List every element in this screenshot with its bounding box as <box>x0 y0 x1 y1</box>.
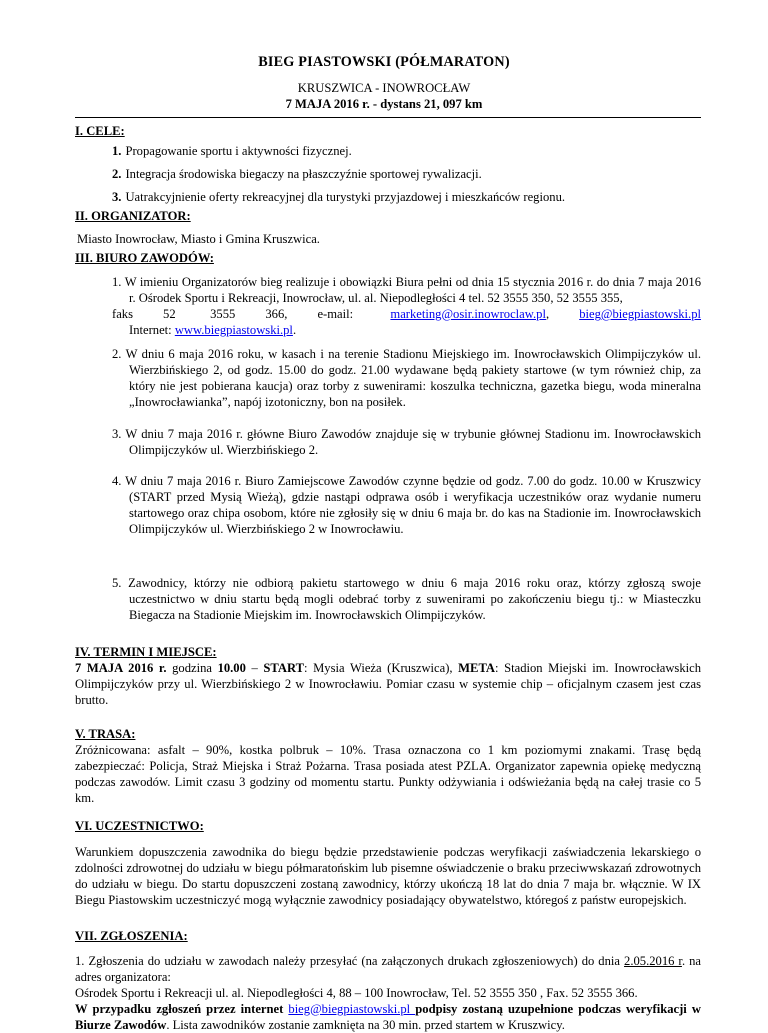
registration-deadline: 2.05.2016 r <box>624 954 682 968</box>
separator: . <box>292 323 297 337</box>
text-run: 1. Zgłoszenia do udziału w zawodach należy przesyłać (na załączonych drukach zgłoszeniowych) do dnia <box>75 954 625 968</box>
race-date: 7 MAJA 2016 r. <box>75 661 167 675</box>
website-link[interactable]: www.biegpiastowski.pl <box>174 323 293 337</box>
text-run: W przypadku zgłoszeń przez internet <box>75 1002 289 1016</box>
section-header-organizator: II. ORGANIZATOR: <box>75 209 191 223</box>
race-time: 10.00 <box>217 661 246 675</box>
text-run: godzina <box>166 661 218 675</box>
list-item <box>112 143 701 159</box>
list-item: 4. W dniu 7 maja 2016 r. Biuro Zamiejscowe Zawodów czynne będzie od godz. 7.00 do godz. 10.00 w Kruszwicy (START przed Mysią Wieżą), gdzie nastąpi odprawa osób i weryfikacja uczestników oraz wydanie numeru startowego oraz chipa osobom, które nie zgłosiły się w dniu 6 maja br. do kas na Stadionie im. Inowrocławskich Olimpijczyków ul. Wierzbińskiego 2 w Inowrocławiu. <box>112 474 701 536</box>
text-run: – <box>245 661 264 675</box>
internet-registration-note <box>75 1001 701 1033</box>
item-text: Propagowanie sportu i aktywności fizycznej. <box>125 144 352 158</box>
contact-line: faks 52 3555 366, e-mail: marketing@osir.inowroclaw.pl, bieg@biegpiastowski.pl <box>112 307 701 321</box>
email-link-marketing[interactable]: marketing@osir.inowroclaw.pl <box>390 307 546 321</box>
text-run: . Lista zawodników zostanie zamknięta na 30 min. przed startem w Kruszwicy. <box>166 1018 565 1032</box>
item-number: 3. <box>112 190 122 204</box>
header-divider <box>75 117 701 118</box>
item-text: Uatrakcyjnienie oferty rekreacyjnej dla turystyki przyjazdowej i mieszkańców regionu. <box>125 190 566 204</box>
email-link-bieg[interactable]: bieg@biegpiastowski.pl <box>579 307 701 321</box>
list-item: 2. W dniu 6 maja 2016 roku, w kasach i na terenie Stadionu Miejskiego im. Inowrocławskich Olimpijczyków ul. Wierzbińskiego 2, od godz. 15.00 do godz. 21.00 wydawane będą pakiety startowe (w tym również chip, za który nie jest pobierana kaucja) oraz torby z suwenirami: koszulka techniczna, gazetka biegu, woda mineralna „Inowrocławianka”, napój izotoniczny, bon na posiłek. <box>112 347 701 409</box>
section-header-zgloszenia: VII. ZGŁOSZENIA: <box>75 929 188 943</box>
list-item <box>112 189 701 205</box>
section-header-uczestnictwo: VI. UCZESTNICTWO: <box>75 819 204 833</box>
list-item <box>112 274 701 338</box>
separator: , <box>545 307 550 321</box>
section-header-trasa: V. TRASA: <box>75 727 136 741</box>
section-header-cele: I. CELE: <box>75 124 125 138</box>
list-item <box>112 166 701 182</box>
start-label: START <box>263 661 305 675</box>
internet-label: Internet: <box>129 323 175 337</box>
fax-label: faks <box>112 307 133 321</box>
email-label: e-mail: <box>317 307 354 321</box>
route-text: Zróżnicowana: asfalt – 90%, kostka polbruk – 10%. Trasa oznaczona co 1 km poziomymi znakami. Trasę będą zabezpieczać: Policja, Straż Miejska i Straż Pożarna. Trasa posiada atest PZLA. Organizator zapewnia opiekę medyczną podczas zawodów. Limit czasu 3 godziny od momentu startu. Punkty odżywiania i odświeżania będą na całej trasie co 5 km. <box>75 743 701 805</box>
section-header-biuro: III. BIURO ZAWODÓW: <box>75 251 214 265</box>
item-text: Integracja środowiska biegaczy na płaszczyźnie sportowej rywalizacji. <box>125 167 482 181</box>
list-item: 3. W dniu 7 maja 2016 r. główne Biuro Zawodów znajduje się w trybunie głównej Stadionu im. Inowrocławskich Olimpijczyków ul. Wierzbińskiego 2. <box>112 427 701 457</box>
item-number: 2. <box>112 167 122 181</box>
organizer-text: Miasto Inowrocław, Miasto i Gmina Kruszwica. <box>77 232 320 246</box>
item-number: 1. <box>112 144 122 158</box>
document-title: BIEG PIASTOWSKI (PÓŁMARATON) <box>258 54 510 70</box>
event-route: KRUSZWICA - INOWROCŁAW <box>297 81 471 95</box>
text-run: . na adres organizatora: <box>75 954 701 984</box>
finish-label: META <box>458 661 496 675</box>
registration-text <box>75 953 701 985</box>
section-header-termin: IV. TERMIN I MIEJSCE: <box>75 645 217 659</box>
fax-part: 366, <box>265 307 288 321</box>
text-run: : Mysia Wieża (Kruszwica), <box>304 661 459 675</box>
organizer-address: Ośrodek Sportu i Rekreacji ul. al. Niepodległości 4, 88 – 100 Inowrocław, Tel. 52 3555 350 , Fax. 52 3555 366. <box>75 986 638 1000</box>
text-run: : Stadion Miejski im. Inowrocławskich Olimpijczyków przy ul. Wierzbińskiego 2 w Inowrocławiu. Pomiar czasu w systemie chip – oficjalnym czasem jest czas brutto. <box>75 661 701 707</box>
date-place-text <box>75 660 701 708</box>
email-link-registration[interactable]: bieg@biegpiastowski.pl <box>288 1002 416 1016</box>
fax-part: 3555 <box>210 307 236 321</box>
text-run: podpisy zostaną uzupełnione podczas weryfikacji w Biurze Zawodów <box>75 1002 701 1032</box>
list-item: 5. Zawodnicy, którzy nie odbiorą pakietu startowego w dniu 6 maja 2016 roku oraz, którzy zgłoszą swoje uczestnictwo w dniu startu będą mogli odebrać torby z suwenirami po zakończeniu biegu tj.: w Miasteczku Biegacza na Stadionie Miejskim im. Inowrocławskich Olimpijczyków. <box>112 576 701 622</box>
participation-text: Warunkiem dopuszczenia zawodnika do biegu będzie przedstawienie podczas weryfikacji zaświadczenia lekarskiego o zdolności zdrowotnej do udziału w biegu półmaratońskim lub pisemne oświadczenie o braku przeciwwskazań zdrowotnych do udziału w biegu. Do startu dopuszczeni zostaną zawodnicy, którzy ukończą 18 lat do dnia 7 maja br. włącznie. W IX Biegu Piastowskim uczestniczyć mogą wyłącznie zawodnicy posiadający obywatelstwo, któregoś z państw europejskich. <box>75 845 701 907</box>
event-date-distance: 7 MAJA 2016 r. - dystans 21, 097 km <box>285 97 483 111</box>
item-text: 1. W imieniu Organizatorów bieg realizuje i obowiązki Biura pełni od dnia 15 stycznia 2016 r. do dnia 7 maja 2016 r. Ośrodek Sportu i Rekreacji, Inowrocław, ul. al. Niepodległości 4 tel. 52 3555 350, 52 3555 355, <box>112 275 701 305</box>
